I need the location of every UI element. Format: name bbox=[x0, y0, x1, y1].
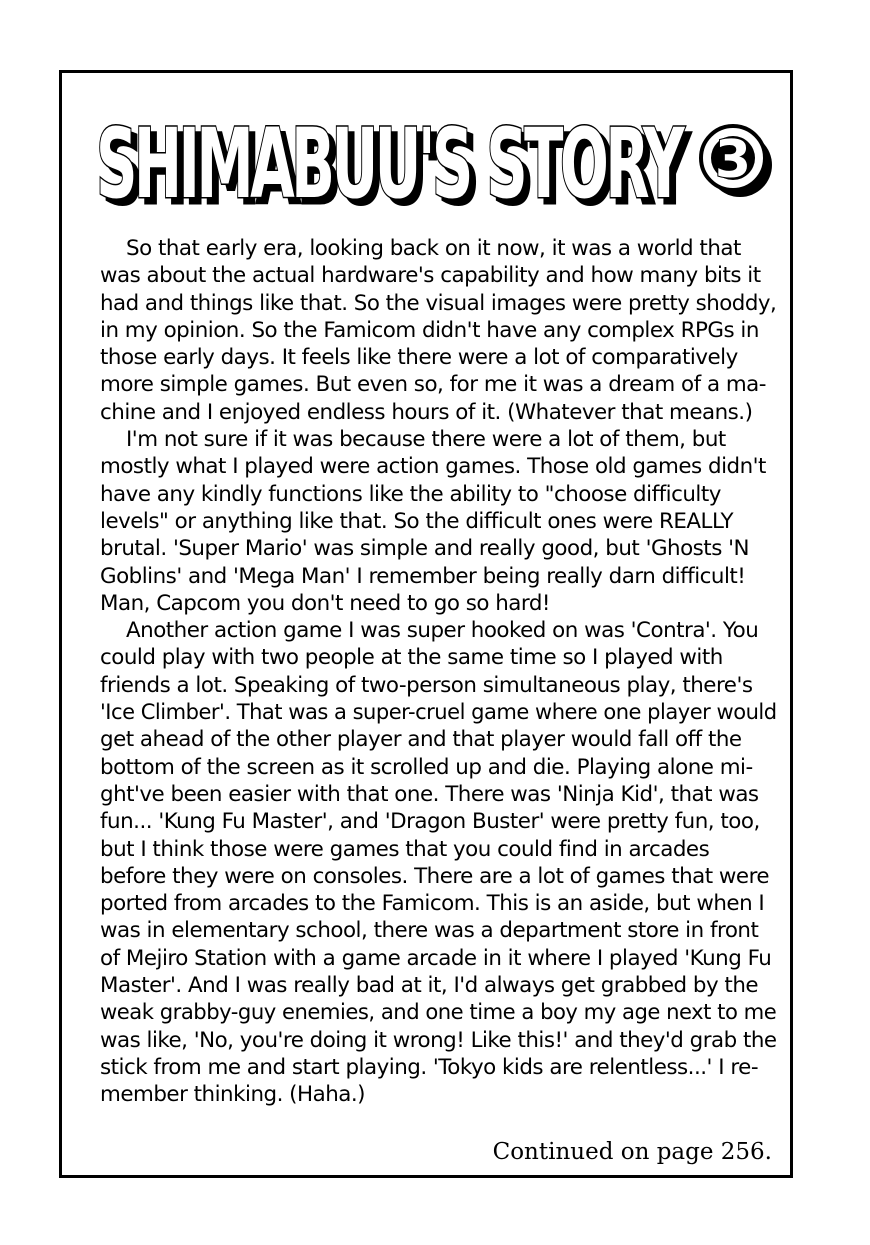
chapter-number: 3 bbox=[714, 130, 752, 190]
text-line: was about the actual hardware's capability and how many bits it bbox=[100, 263, 761, 289]
page-title: SHIMABUU'S STORY bbox=[96, 108, 686, 218]
article-body bbox=[100, 235, 776, 1109]
text-line: those early days. It feels like there were a lot of comparatively bbox=[100, 345, 738, 371]
text-line: get ahead of the other player and that player would fall off the bbox=[100, 727, 742, 753]
chapter-number-badge bbox=[701, 126, 772, 197]
title-shadow: SHIMABUU'S STORY bbox=[102, 114, 692, 218]
text-line: mostly what I played were action games. Those old games didn't bbox=[100, 454, 766, 480]
continued-note: Continued on page 256. bbox=[492, 1139, 772, 1165]
text-line: friends a lot. Speaking of two-person simultaneous play, there's bbox=[100, 672, 753, 698]
text-line: have any kindly functions like the ability to "choose difficulty bbox=[100, 481, 721, 507]
text-line: fun... 'Kung Fu Master', and 'Dragon Buster' were pretty fun, too, bbox=[100, 809, 760, 835]
text-line: 'Ice Climber'. That was a super-cruel game where one player would bbox=[100, 700, 777, 726]
paragraph bbox=[100, 617, 776, 1108]
text-line: in my opinion. So the Famicom didn't have any complex RPGs in bbox=[100, 317, 759, 343]
text-line: Man, Capcom you don't need to go so hard! bbox=[100, 590, 550, 616]
text-line: chine and I enjoyed endless hours of it. (Whatever that means.) bbox=[100, 399, 753, 425]
text-line: was in elementary school, there was a department store in front bbox=[100, 918, 759, 944]
text-line: levels" or anything like that. So the difficult ones were REALLY bbox=[100, 508, 734, 534]
text-line: weak grabby-guy enemies, and one time a boy my age next to me bbox=[100, 1000, 777, 1026]
text-line: could play with two people at the same time so I played with bbox=[100, 645, 723, 671]
text-line: Another action game I was super hooked on was 'Contra'. You bbox=[126, 618, 759, 644]
text-line: Master'. And I was really bad at it, I'd always get grabbed by the bbox=[100, 973, 759, 999]
text-line: ght've been easier with that one. There was 'Ninja Kid', that was bbox=[100, 781, 759, 807]
text-line: ported from arcades to the Famicom. This is an aside, but when I bbox=[100, 891, 765, 917]
text-line: So that early era, looking back on it now, it was a world that bbox=[126, 236, 741, 261]
text-line: had and things like that. So the visual images were pretty shoddy, bbox=[100, 290, 777, 316]
text-line: bottom of the screen as it scrolled up and die. Playing alone mi- bbox=[100, 754, 753, 780]
text-line: was like, 'No, you're doing it wrong! Like this!' and they'd grab the bbox=[100, 1027, 777, 1053]
text-line: brutal. 'Super Mario' was simple and really good, but 'Ghosts 'N bbox=[100, 536, 750, 562]
text-line: I'm not sure if it was because there were a lot of them, but bbox=[126, 427, 726, 453]
text-line: member thinking. (Haha.) bbox=[100, 1082, 366, 1108]
paragraph bbox=[100, 235, 776, 426]
text-line: Goblins' and 'Mega Man' I remember being really darn difficult! bbox=[100, 563, 746, 589]
article-frame bbox=[59, 70, 793, 1178]
title-block bbox=[92, 103, 772, 218]
text-line: of Mejiro Station with a game arcade in it where I played 'Kung Fu bbox=[100, 945, 772, 971]
text-line: before they were on consoles. There are a lot of games that were bbox=[100, 863, 770, 889]
title-graphic bbox=[92, 103, 772, 218]
paragraph bbox=[100, 426, 776, 617]
text-line: more simple games. But even so, for me it was a dream of a ma- bbox=[100, 372, 767, 398]
text-line: but I think those were games that you could find in arcades bbox=[100, 836, 710, 862]
text-line: stick from me and start playing. 'Tokyo kids are relentless...' I re- bbox=[100, 1054, 759, 1080]
